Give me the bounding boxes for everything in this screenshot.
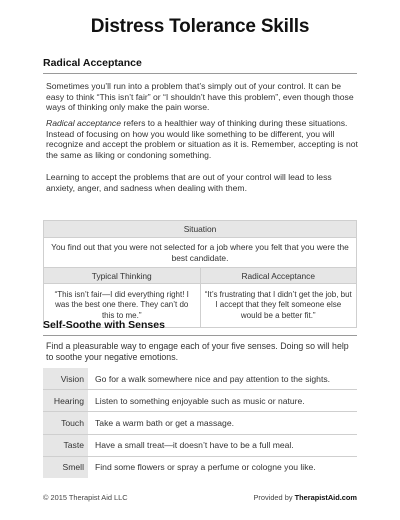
table-row (43, 412, 357, 434)
sense-description: Find some flowers or spray a perfume or cologne you like. (95, 462, 316, 473)
situation-table (43, 220, 357, 328)
table-row (43, 390, 357, 412)
sense-name: Smell (43, 456, 88, 478)
table-row (43, 368, 357, 390)
provided-by-label: Provided by (253, 493, 295, 502)
sense-name: Hearing (43, 390, 88, 412)
provided-by (253, 493, 357, 502)
radical-paragraph-3: Learning to accept the problems that are out of your control will lead to less anxiety, anger, and sadness when dealing with them. (46, 172, 332, 193)
provider-site-link[interactable]: TherapistAid.com (294, 493, 357, 502)
radical-acceptance-term: Radical acceptance (46, 118, 122, 128)
page-title: Distress Tolerance Skills (90, 16, 310, 37)
senses-table (43, 368, 357, 478)
sense-name: Taste (43, 434, 88, 456)
situation-header: Situation (44, 221, 357, 238)
radical-paragraph-2-text: refers to a healthier way of thinking during these situations. Instead of focusing on how you would like something to be different, you will recognize and accept the problem or situation as it is. Remember, accepting is not the same as liking or condoning something. (46, 118, 358, 160)
sense-description: Go for a walk somewhere nice and pay attention to the sights. (88, 368, 357, 390)
sense-description: Listen to something enjoyable such as music or nature. (88, 390, 357, 412)
typical-thinking-header: Typical Thinking (44, 268, 201, 284)
section-heading-self-soothe: Self-Soothe with Senses (43, 319, 357, 336)
situation-text: You find out that you were not selected for a job where you felt that you were the best candidate. (44, 238, 357, 268)
radical-paragraph-2 (46, 118, 358, 160)
sense-description: Have a small treat—it doesn’t have to be a full meal. (88, 434, 357, 456)
radical-paragraph-1: Sometimes you’ll run into a problem that’s simply out of your control. It can be easy to think “This isn’t fair” or “I shouldn’t have this problem”, even though those ways of thinking only make the pain worse. (46, 81, 354, 113)
section-heading-radical-acceptance: Radical Acceptance (43, 57, 357, 74)
copyright-notice: © 2015 Therapist Aid LLC (43, 493, 128, 502)
radical-acceptance-header: Radical Acceptance (200, 268, 357, 284)
table-row (43, 434, 357, 456)
sense-name: Vision (43, 368, 88, 390)
sense-description: Take a warm bath or get a massage. (88, 412, 357, 434)
sense-name: Touch (43, 412, 88, 434)
typical-thinking-quote: “This isn’t fair—I did everything right! I was the best one there. They can’t do this to me.” (44, 284, 201, 328)
radical-acceptance-quote: “It’s frustrating that I didn’t get the job, but I accept that they felt someone else would be a better fit.” (200, 284, 357, 328)
table-row (43, 456, 357, 478)
self-soothe-intro: Find a pleasurable way to engage each of your five senses. Doing so will help to soothe your negative emotions. (46, 341, 349, 362)
